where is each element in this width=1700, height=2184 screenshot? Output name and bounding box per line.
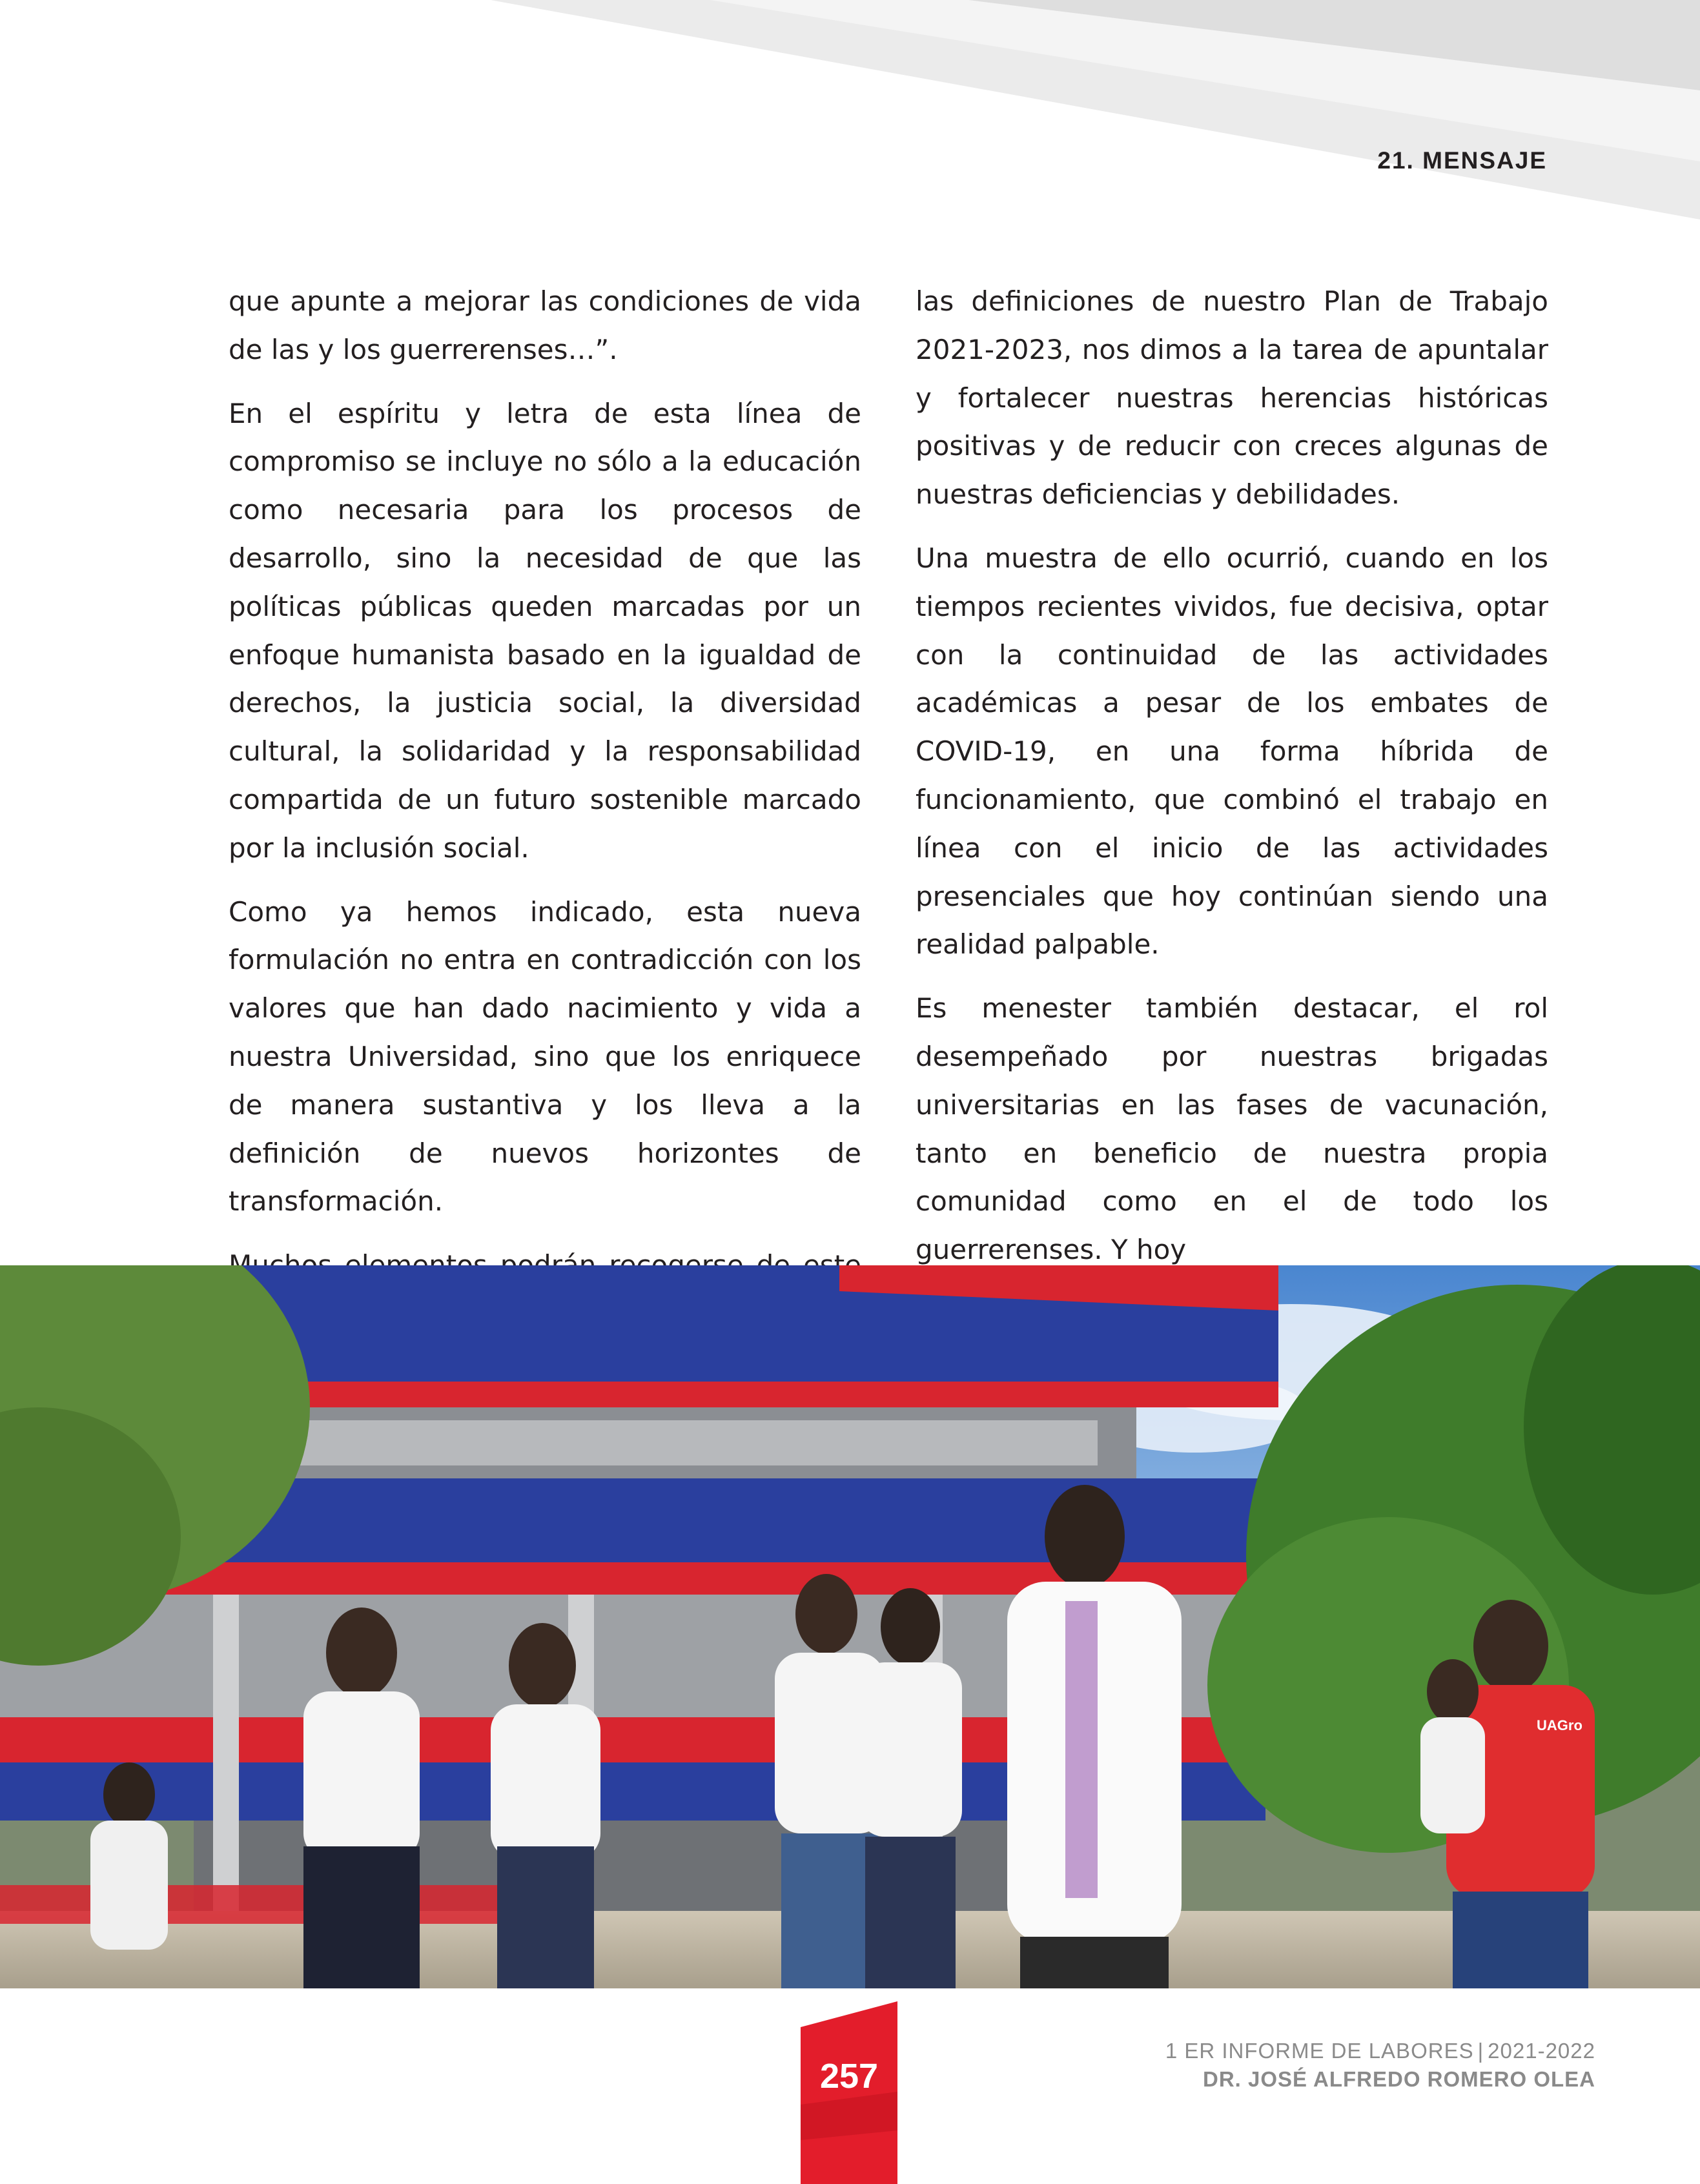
- report-separator: |: [1477, 2039, 1484, 2063]
- paragraph: Como ya hemos indicado, esta nueva formulación no entra en contradicción con los valores que han dado nacimiento y vida a nuestra Universidad, sino que los enriquece de manera sustantiva y los lleva a la definición de nuevos horizontes de transformación.: [229, 895, 861, 1218]
- paragraph: Una muestra de ello ocurrió, cuando en los tiempos recientes vividos, fue decisiva, optar con la continuidad de las actividades académicas a pesar de los embates de COVID-19, en una forma híbrida de funcionamiento, que combinó el trabajo en línea con el inicio de las actividades presenciales que hoy continúan siendo una realidad palpable.: [916, 542, 1548, 961]
- paragraph: las definiciones de nuestro Plan de Trabajo 2021-2023, nos dimos a la tarea de apuntalar y fortalecer nuestras herencias históricas positivas y de reducir con creces algunas de nuestras deficiencias y debilidades.: [916, 285, 1548, 511]
- campus-photo-illustration: [0, 1265, 1700, 1988]
- shirt-logo: UAGro: [1537, 1717, 1582, 1733]
- left-text-column: [229, 278, 861, 1354]
- right-text-column: [916, 278, 1548, 1290]
- header-swoosh-decoration: [0, 0, 1700, 232]
- page-number: 257: [819, 2057, 879, 2096]
- paragraph: Es menester también destacar, el rol desempeñado por nuestras brigadas universitarias en las fases de vacunación, tanto en beneficio de nuestra propia comunidad como en el de todo los guerrerenses. Y hoy: [916, 992, 1548, 1266]
- paragraph: que apunte a mejorar las condiciones de vida de las y los guerrerenses…”.: [229, 285, 861, 365]
- report-period: 2021-2022: [1488, 2039, 1595, 2063]
- section-heading: 21. MENSAJE: [1377, 147, 1547, 174]
- report-title: [1165, 2039, 1595, 2063]
- report-author: DR. JOSÉ ALFREDO ROMERO OLEA: [1203, 2067, 1595, 2091]
- paragraph: En el espíritu y letra de esta línea de compromiso se incluye no sólo a la educación como necesaria para los procesos de desarrollo, sino la necesidad de que las políticas públicas queden marcadas por un enfoque humanista basado en la igualdad de derechos, la justicia social, la diversidad cultural, la solidaridad y la responsabilidad compartida de un futuro sostenible marcado por la inclusión social.: [229, 397, 861, 864]
- report-name: 1 ER INFORME DE LABORES: [1165, 2039, 1474, 2063]
- campus-photo: [0, 1265, 1700, 1988]
